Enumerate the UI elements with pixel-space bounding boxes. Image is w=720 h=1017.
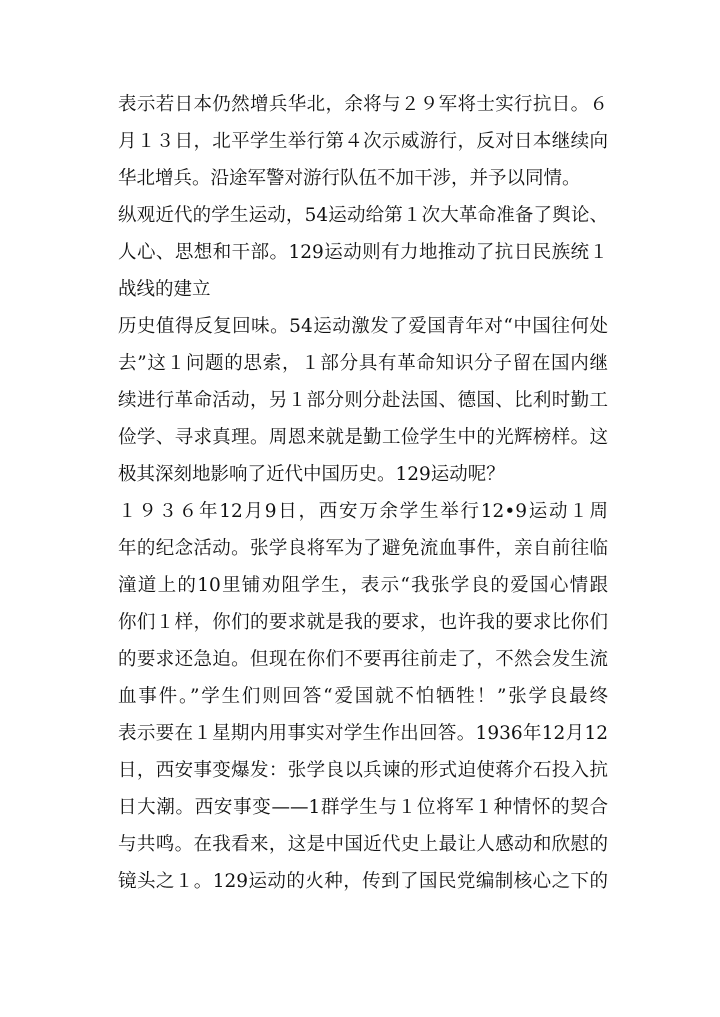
text-line: 纵观近代的学生运动，54运动给第１次大革命准备了舆论、 [118, 205, 608, 226]
text-line: 的要求还急迫。但现在你们不要再往前走了，不然会发生流 [118, 649, 608, 670]
text-line: 去”这１问题的思索，１部分具有革命知识分子留在国内继 [118, 353, 608, 374]
text-line: 月１３日，北平学生举行第４次示威游行，反对日本继续向 [118, 131, 608, 152]
text-line: 人心、思想和干部。129运动则有力地推动了抗日民族统１ [118, 242, 608, 263]
text-line: 镜头之１。129运动的火种，传到了国民党编制核心之下的 [118, 871, 608, 892]
text-line: 表示要在１星期内用事实对学生作出回答。1936年12月12 [118, 723, 608, 744]
text-line: 历史值得反复回味。54运动激发了爱国青年对“中国往何处 [118, 316, 608, 337]
text-line: 年的纪念活动。张学良将军为了避免流血事件，亲自前往临 [118, 538, 608, 559]
text-line: 战线的建立 [118, 279, 211, 300]
text-line: 华北增兵。沿途军警对游行队伍不加干涉，并予以同情。 [118, 168, 581, 189]
text-line: 日，西安事变爆发：张学良以兵谏的形式迫使蒋介石投入抗 [118, 760, 608, 781]
text-line: １９３６年12月9日，西安万余学生举行12•9运动１周 [118, 501, 608, 522]
text-line: 续进行革命活动，另１部分则分赴法国、德国、比利时勤工 [118, 390, 608, 411]
text-line: 你们１样，你们的要求就是我的要求，也许我的要求比你们 [118, 612, 608, 633]
text-line: 与共鸣。在我看来，这是中国近代史上最让人感动和欣慰的 [118, 834, 608, 855]
text-line: 表示若日本仍然增兵华北，余将与２９军将士实行抗日。６ [118, 94, 608, 115]
text-line: 俭学、寻求真理。周恩来就是勤工俭学生中的光辉榜样。这 [118, 427, 608, 448]
text-line: 潼道上的10里铺劝阻学生，表示“我张学良的爱国心情跟 [118, 575, 608, 596]
text-line: 血事件。”学生们则回答“爱国就不怕牺牲！”张学良最终 [118, 686, 608, 707]
text-line: 日大潮。西安事变——1群学生与１位将军１种情怀的契合 [118, 797, 608, 818]
text-line: 极其深刻地影响了近代中国历史。129运动呢？ [118, 464, 505, 485]
